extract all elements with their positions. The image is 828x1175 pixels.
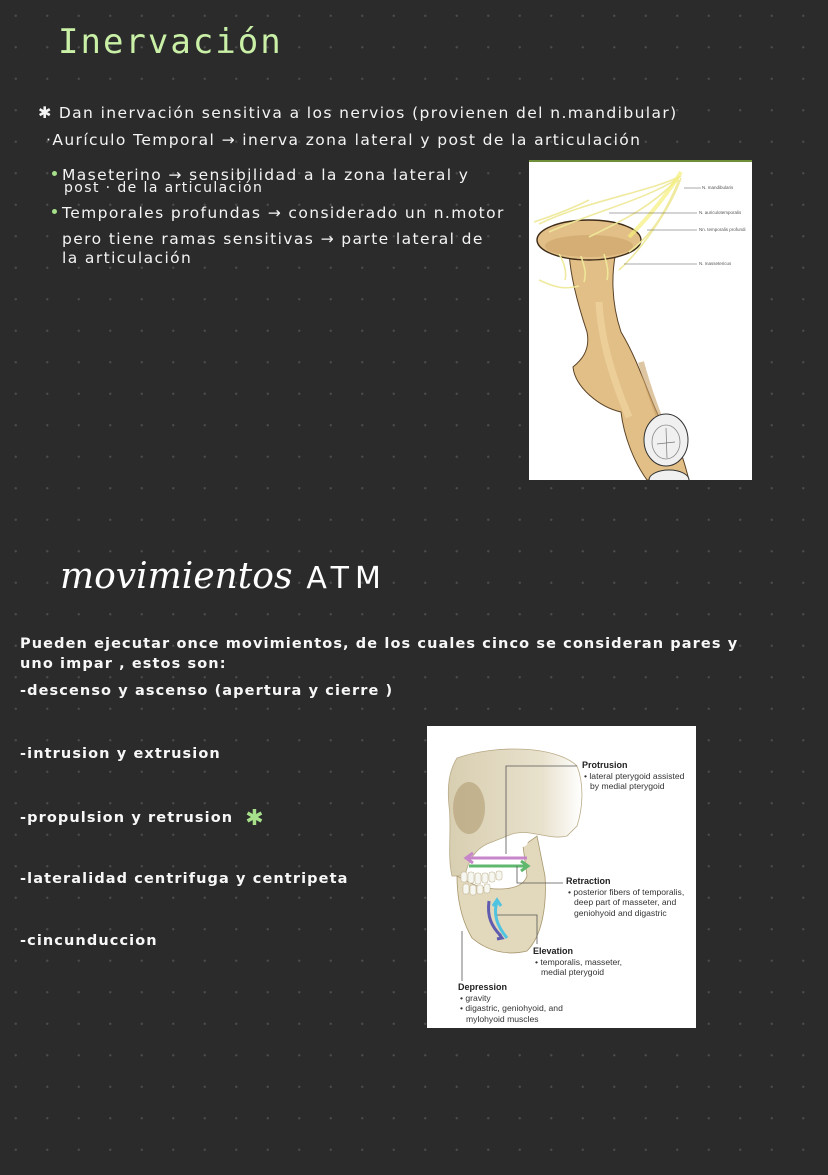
asterisk-icon: ✱ <box>38 103 53 122</box>
label-elevation: Elevation • temporalis, masseter, medial pterygoid <box>533 946 623 977</box>
list-item-propulsion: -propulsion y retrusion ✱ <box>20 806 265 831</box>
bullet-icon <box>52 171 57 176</box>
item-maseterino: Maseterino → sensibilidad a la zona lateral y <box>52 166 469 184</box>
list-item-intrusion: -intrusion y extrusion <box>20 746 221 762</box>
title-script: movimientos <box>60 556 293 597</box>
label-n-mandibularis: N. mandibularis <box>702 185 734 190</box>
figure-mandible-movements <box>427 726 696 1028</box>
label-n-massetericus: N. massetericus <box>699 261 732 266</box>
intro-line-2: uno impar , estos son: <box>20 656 227 672</box>
list-item-descenso: -descenso y ascenso (apertura y cierre ) <box>20 683 394 699</box>
bullet-icon <box>52 209 57 214</box>
section-title-movimientos <box>60 555 387 601</box>
title-caps: ATM <box>306 561 387 596</box>
label-retraction: Retraction • posterior fibers of temporalis, deep part of masseter, and geniohyoid and digastric <box>566 876 685 918</box>
item-temporales: Temporales profundas → considerado un n.motor <box>52 204 505 222</box>
item-temporales-line2: pero tiene ramas sensitivas → parte lateral de <box>62 230 484 248</box>
green-star-icon: ✱ <box>245 806 265 831</box>
label-nn-temporalis-profundi: Nn. temporalis profundi <box>699 227 746 232</box>
label-n-auriculotemporalis: N. auriculotemporalis <box>699 210 742 215</box>
item-temporales-line3: la articulación <box>62 249 193 267</box>
list-item-lateralidad: -lateralidad centrifuga y centripeta <box>20 871 349 887</box>
section-title-inervacion: Inervación <box>58 22 283 62</box>
intro-line: ✱ Dan inervación sensitiva a los nervios (provienen del n.mandibular) <box>38 103 678 122</box>
figure-tmj-innervation <box>529 160 752 480</box>
intro-line-1: Pueden ejecutar once movimientos, de los cuales cinco se consideran pares y <box>20 636 739 652</box>
item-auriculotemporal: ·Aurículo Temporal → inerva zona lateral y post de la articulación <box>46 131 642 149</box>
list-item-cincunduccion: -cincunduccion <box>20 933 158 949</box>
label-protrusion: Protrusion • lateral pterygoid assisted by medial pterygoid <box>582 760 685 791</box>
item-maseterino-line2: post · de la articulación <box>64 180 264 196</box>
label-depression: Depression • gravity • digastric, geniohyoid, and mylohyoid muscles <box>458 982 563 1024</box>
